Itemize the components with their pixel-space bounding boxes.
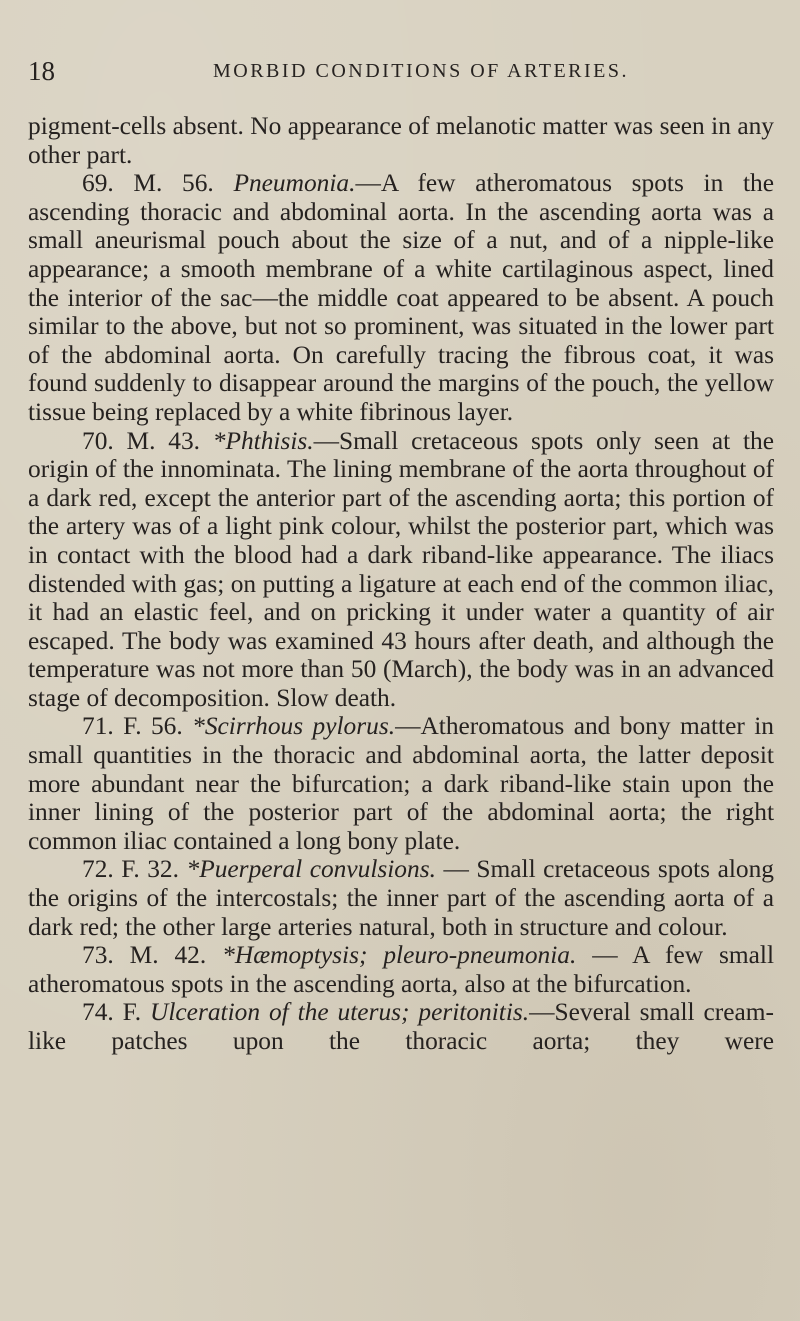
page-header [28,56,774,96]
case-entry-74 [28,998,774,1055]
case-text: — A few small atheromatous spots in the ascending aorta, also at the bifurcation. [28,941,774,998]
case-text: —A few atheromatous spots in the ascending thoracic and abdominal aorta. In the ascending aorta was a small aneurismal pouch about the size of a nut, and of a nipple-like appearance; a smooth membrane of a white cartilaginous aspect, lined the interior of the sac—the middle coat appeared to be absent. A pouch similar to the above, but not so prominent, was situated in the lower part of the abdominal aorta. On carefully tracing the fibrous coat, it was found suddenly to disappear around the margins of the pouch, the yellow tissue being replaced by a white fibrinous layer. [28,169,774,426]
case-label: 69. M. 56. [82,169,234,198]
case-text: —Several small cream-like patches upon the thoracic aorta; they were [28,998,774,1055]
running-title: MORBID CONDITIONS OF ARTERIES. [212,60,630,82]
case-label: 74. F. [82,998,151,1027]
case-text: — Small cretaceous spots along the origins of the intercostals; the inner part of the ascending aorta of a dark red; the other large arteries natural, both in structure and colour. [28,855,774,941]
case-diagnosis: Pneumonia. [233,169,356,198]
case-entry-71 [28,712,774,855]
page-number: 18 [28,56,55,86]
case-diagnosis: *Phthisis. [212,426,314,455]
case-label: 71. F. 56. [82,712,193,741]
case-text: —Atheromatous and bony matter in small quantities in the thoracic and abdominal aorta, the latter deposit more abundant near the bifurcation; a dark riband-like stain upon the inner lining of the posterior part of the abdominal aorta; the right common iliac contained a long bony plate. [28,712,774,855]
paragraph-continued [28,112,774,169]
case-diagnosis: *Scirrhous pylorus. [192,712,396,741]
case-diagnosis: *Puerperal convulsions. [186,855,436,884]
case-label: 72. F. 32. [82,855,187,884]
paragraph-text: pigment-cells absent. No appearance of melanotic matter was seen in any other part. [28,112,774,169]
case-entry-70 [28,427,774,713]
body-text [28,112,774,1056]
case-entry-69 [28,169,774,426]
case-text: —Small cretaceous spots only seen at the origin of the innominata. The lining membrane of the aorta throughout of a dark red, except the anterior part of the ascending aorta; this portion of the artery was of a light pink colour, whilst the posterior part, which was in contact with the blood had a dark riband-like appearance. The iliacs distended with gas; on putting a ligature at each end of the common iliac, it had an elastic feel, and on pricking it under water a quantity of air escaped. The body was examined 43 hours after death, and although the temperature was not more than 50 (March), the body was in an advanced stage of decomposition. Slow death. [28,426,774,712]
case-entry-73 [28,941,774,998]
case-label: 73. M. 42. [82,941,223,970]
case-diagnosis: Ulceration of the uterus; peritonitis. [150,998,530,1027]
case-entry-72 [28,855,774,941]
case-diagnosis: *Hæmoptysis; pleuro-pneumonia. [222,941,577,970]
case-label: 70. M. 43. [82,426,213,455]
